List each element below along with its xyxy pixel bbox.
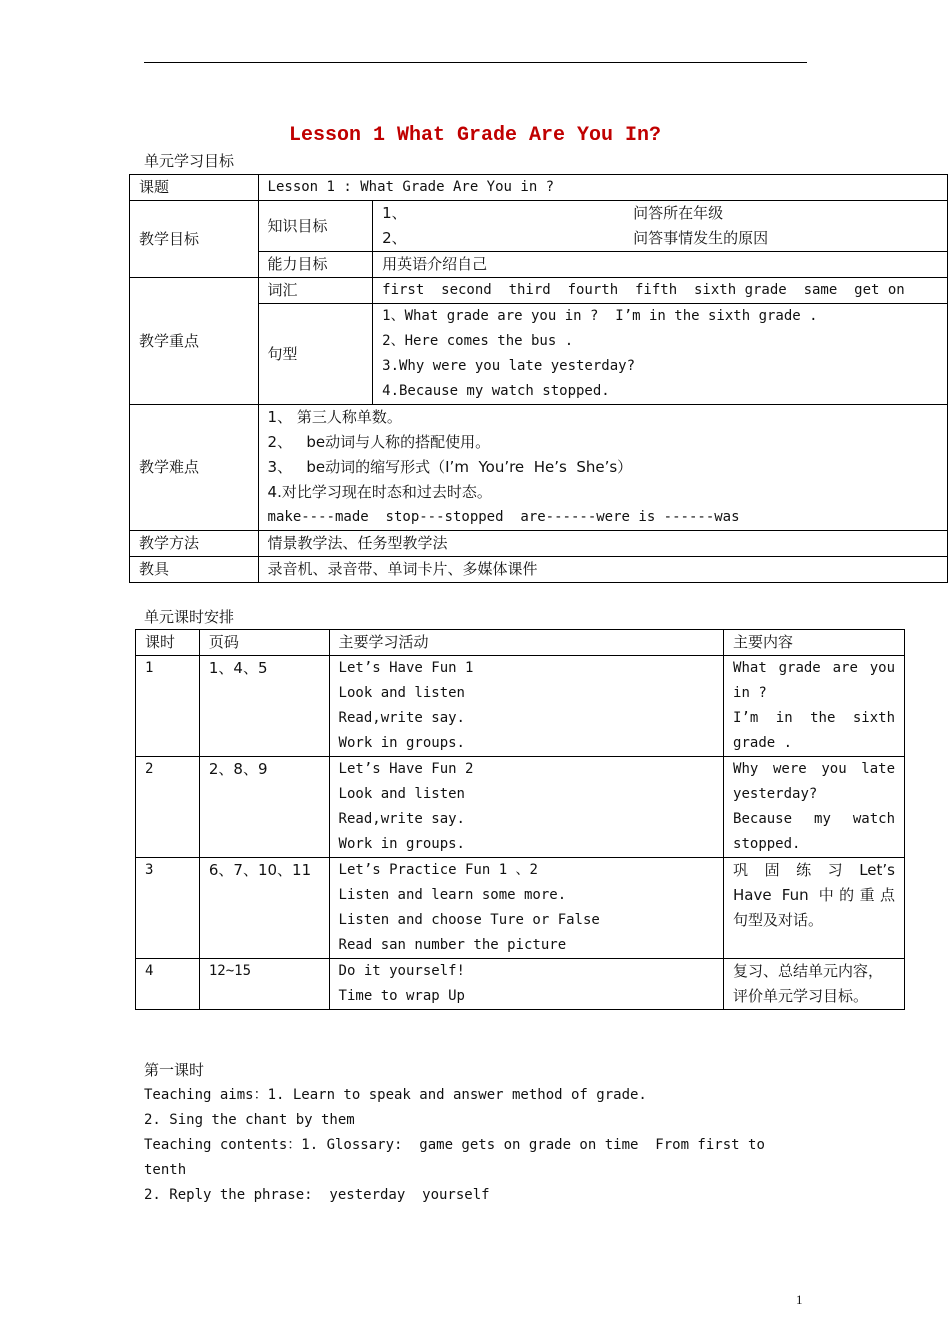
- unit-goals-label: 单元学习目标: [144, 152, 235, 170]
- difficulty-item: 4.对比学习现在时态和过去时态。: [267, 483, 492, 501]
- schedule-label: 单元课时安排: [144, 608, 235, 626]
- activity-item: Let’s Have Fun 1: [338, 660, 474, 676]
- activity-item: Look and listen: [338, 786, 465, 802]
- difficulty-list: [258, 405, 947, 531]
- sentence-label: 句型: [258, 304, 373, 405]
- content-item: Why were you late: [733, 761, 895, 777]
- content-item: I’m in the sixth: [733, 710, 895, 726]
- lesson-cell: 4: [136, 959, 200, 1010]
- content-cell: [724, 656, 905, 757]
- tools-label: 教具: [130, 557, 259, 583]
- difficulty-label: 教学难点: [130, 405, 259, 531]
- content-item: 巩 固 练 习 Let’s: [733, 861, 895, 879]
- sentence-list: [373, 304, 948, 405]
- lesson-cell: 3: [136, 858, 200, 959]
- knowledge-text: 问答所在年级: [633, 204, 724, 222]
- schedule-header: 主要内容: [724, 630, 905, 656]
- activity-item: Time to wrap Up: [338, 988, 465, 1004]
- focus-label: 教学重点: [130, 278, 259, 405]
- difficulty-item: 1、 第三人称单数。: [267, 408, 402, 426]
- sentence-item: 1、What grade are you in ? I’m in the sixth grade .: [382, 308, 818, 324]
- objectives-label: 教学目标: [130, 201, 259, 278]
- content-item: grade .: [733, 735, 793, 751]
- knowledge-text: 问答事情发生的原因: [633, 229, 769, 247]
- activities-cell: [329, 757, 723, 858]
- content-item: What grade are you: [733, 660, 895, 676]
- first-lesson-line: tenth: [144, 1162, 187, 1178]
- schedule-header: 课时: [136, 630, 200, 656]
- activity-item: Let’s Practice Fun 1 、2: [338, 862, 538, 878]
- activity-item: Listen and learn some more.: [338, 887, 567, 903]
- method-label: 教学方法: [130, 531, 259, 557]
- content-cell: [724, 959, 905, 1010]
- sentence-item: 4.Because my watch stopped.: [382, 383, 610, 399]
- table-row: [136, 959, 905, 1010]
- activity-item: Do it yourself!: [338, 963, 465, 979]
- activity-item: Read san number the picture: [338, 937, 567, 953]
- content-cell: [724, 858, 905, 959]
- first-lesson-line: Teaching aims：1. Learn to speak and answer method of grade.: [144, 1087, 647, 1103]
- content-item: 评价单元学习目标。: [733, 987, 869, 1005]
- header-rule: [144, 62, 807, 63]
- content-item: stopped.: [733, 836, 801, 852]
- sentence-item: 3.Why were you late yesterday?: [382, 358, 636, 374]
- content-item: 复习、总结单元内容，: [733, 962, 884, 980]
- table-row: [136, 757, 905, 858]
- tools-value: 录音机、录音带、单词卡片、多媒体课件: [258, 557, 947, 583]
- first-lesson-heading: 第一课时: [144, 1061, 205, 1079]
- content-cell: [724, 757, 905, 858]
- ability-label: 能力目标: [258, 252, 373, 278]
- pages-cell: 12~15: [199, 959, 329, 1010]
- pages-cell: 6、7、10、11: [199, 858, 329, 959]
- page-number: 1: [796, 1292, 803, 1307]
- table-row: [136, 858, 905, 959]
- sentence-item: 2、Here comes the bus .: [382, 333, 574, 349]
- activity-item: Look and listen: [338, 685, 465, 701]
- content-item: in ?: [733, 685, 767, 701]
- method-value: 情景教学法、任务型教学法: [258, 531, 947, 557]
- first-lesson-line: 2. Reply the phrase: yesterday yourself: [144, 1187, 490, 1203]
- schedule-header: 主要学习活动: [329, 630, 723, 656]
- vocab-value: first second third fourth fifth sixth grade same get on: [373, 278, 948, 304]
- activities-cell: [329, 858, 723, 959]
- ability-value: 用英语介绍自己: [373, 252, 948, 278]
- activities-cell: [329, 656, 723, 757]
- knowledge-label: 知识目标: [258, 201, 373, 252]
- content-item: Because my watch: [733, 811, 895, 827]
- activity-item: Let’s Have Fun 2: [338, 761, 474, 777]
- activity-item: Work in groups.: [338, 836, 465, 852]
- lesson-cell: 2: [136, 757, 200, 858]
- pages-cell: 1、4、5: [199, 656, 329, 757]
- knowledge-num: 2、: [382, 229, 407, 247]
- vocab-label: 词汇: [258, 278, 373, 304]
- difficulty-item: make----made stop---stopped are------were is ------was: [267, 509, 740, 525]
- table-row: [136, 656, 905, 757]
- activities-cell: [329, 959, 723, 1010]
- schedule-table: [135, 629, 905, 1010]
- activity-item: Read,write say.: [338, 811, 465, 827]
- content-item: Have Fun 中的重点: [733, 886, 895, 904]
- difficulty-item: 3、 be动词的缩写形式（I’m You’re He’s She’s）: [267, 458, 633, 476]
- activity-item: Read,write say.: [338, 710, 465, 726]
- first-lesson-section: [144, 1058, 824, 1208]
- content-item: yesterday?: [733, 786, 818, 802]
- goals-table: [129, 174, 948, 583]
- first-lesson-line: 2. Sing the chant by them: [144, 1112, 355, 1128]
- knowledge-items: [373, 201, 948, 252]
- topic-label: 课题: [130, 175, 259, 201]
- first-lesson-line: Teaching contents：1. Glossary: game gets on grade on time From first to: [144, 1137, 765, 1153]
- page-title: Lesson 1 What Grade Are You In?: [288, 124, 662, 147]
- lesson-cell: 1: [136, 656, 200, 757]
- pages-cell: 2、8、9: [199, 757, 329, 858]
- activity-item: Listen and choose Ture or False: [338, 912, 600, 928]
- knowledge-num: 1、: [382, 204, 407, 222]
- difficulty-item: 2、 be动词与人称的搭配使用。: [267, 433, 491, 451]
- schedule-header: 页码: [199, 630, 329, 656]
- topic-value: Lesson 1 : What Grade Are You in ?: [258, 175, 947, 201]
- content-item: 句型及对话。: [733, 911, 824, 929]
- activity-item: Work in groups.: [338, 735, 465, 751]
